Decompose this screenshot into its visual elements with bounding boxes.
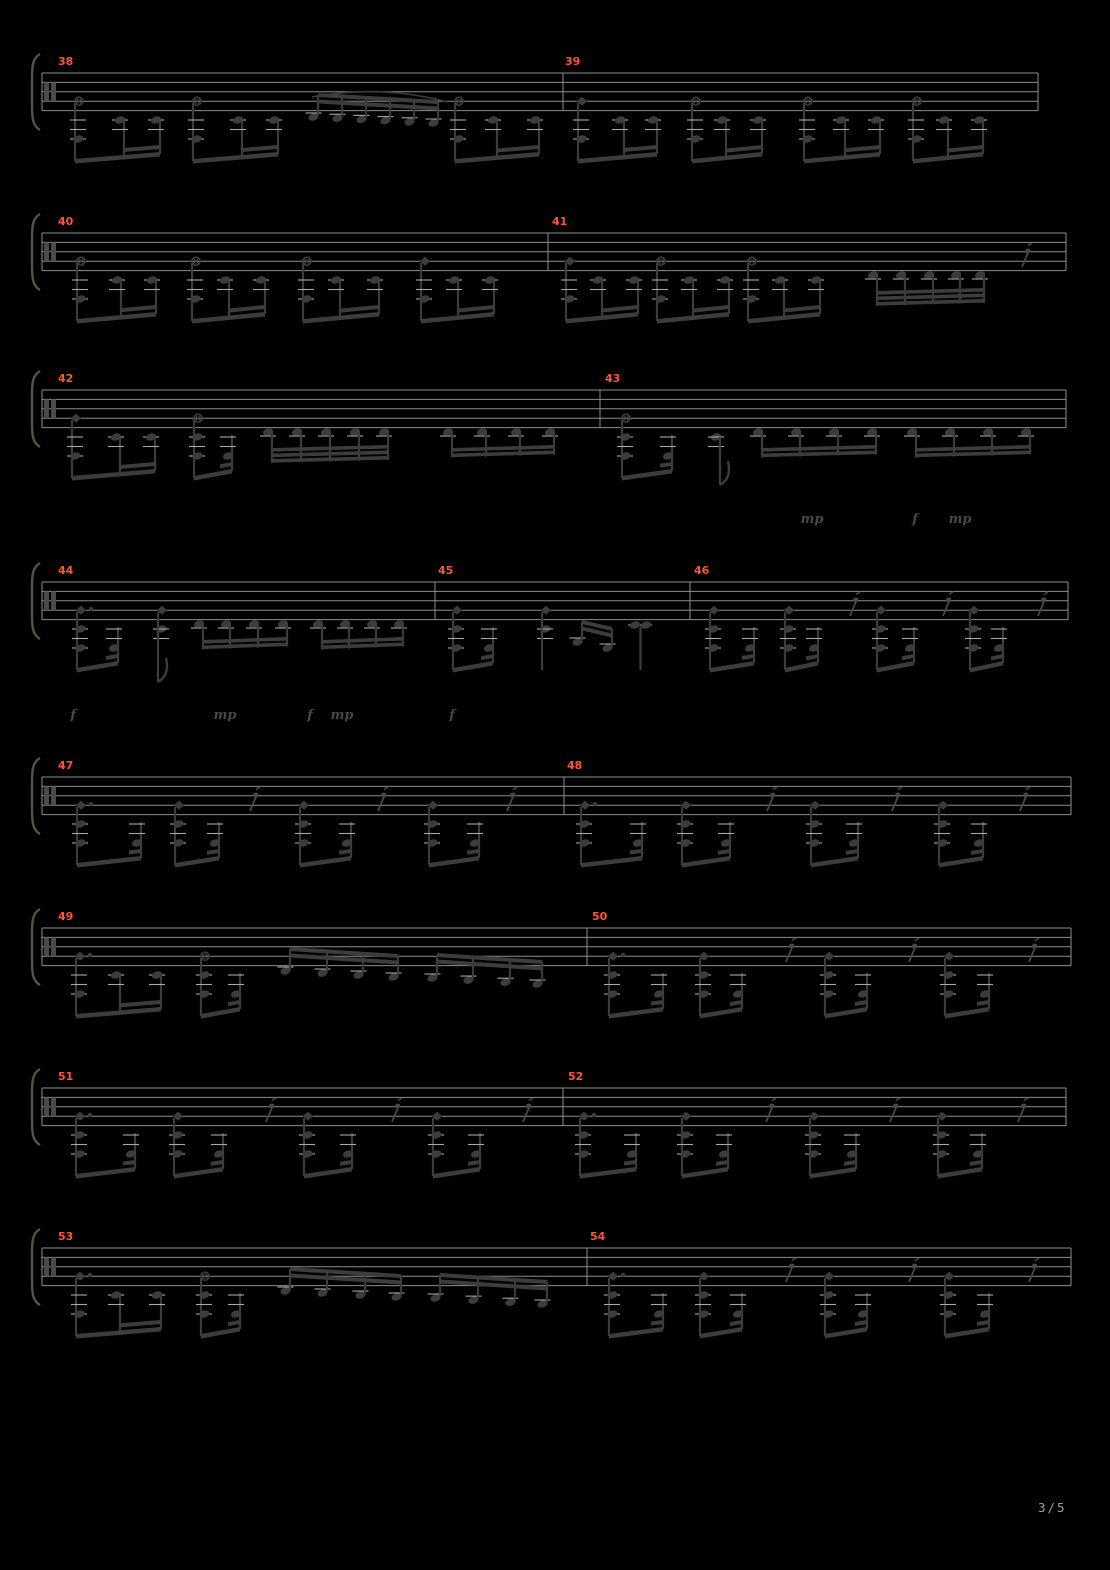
beam (106, 654, 118, 660)
beam (609, 1327, 663, 1339)
percussion-clef-icon (44, 786, 49, 805)
beam (825, 1327, 867, 1339)
beam (810, 1167, 856, 1179)
page-number: 3/5 (1038, 1500, 1067, 1515)
note-group (67, 414, 159, 481)
note-group (278, 947, 402, 982)
system-bracket-icon (32, 214, 40, 290)
percussion-clef-icon (44, 591, 49, 610)
beam (452, 445, 554, 452)
note-group (695, 1272, 746, 1339)
beam (581, 856, 642, 868)
percussion-clef-icon (51, 399, 56, 418)
beam (630, 849, 642, 854)
percussion-clef-icon (51, 1257, 56, 1276)
beam (948, 145, 983, 153)
percussion-clef-icon (44, 82, 49, 101)
beam (304, 1167, 352, 1179)
note-group (604, 1272, 667, 1339)
beam (682, 1167, 728, 1179)
beam (762, 445, 876, 452)
note-group (1022, 243, 1032, 267)
percussion-clef-icon (51, 591, 56, 610)
beam (651, 1000, 663, 1006)
note-group (780, 606, 822, 673)
eighth-flag-icon (720, 461, 729, 485)
note-group (278, 1267, 405, 1302)
note-group (934, 801, 987, 868)
beam (991, 654, 1003, 661)
beam (120, 462, 155, 469)
percussion-clef-icon (44, 1097, 49, 1116)
dynamic-marking: mp (213, 708, 237, 723)
beam (660, 462, 672, 468)
staff-system (32, 214, 1066, 324)
note-group (799, 97, 884, 163)
beam (970, 1160, 982, 1166)
note-group (933, 1112, 986, 1179)
measure-number: 45 (438, 564, 454, 577)
note-group (695, 952, 746, 1019)
note-group (576, 801, 646, 868)
percussion-clef-icon (51, 786, 56, 805)
measure-number: 43 (605, 372, 621, 385)
beam (970, 661, 1003, 673)
note-group (523, 1098, 533, 1122)
beam (730, 1000, 742, 1006)
beam (811, 856, 858, 868)
note-group (1029, 938, 1039, 962)
augmentation-dot (592, 1113, 596, 1117)
beam (72, 469, 155, 481)
note-group (872, 606, 918, 673)
beam (201, 1327, 240, 1339)
system-bracket-icon (32, 54, 40, 130)
staff-system (32, 1229, 1071, 1339)
beam (682, 856, 730, 868)
note-group (767, 787, 777, 811)
beam (916, 451, 1030, 458)
beam (877, 661, 914, 673)
beam (977, 1320, 989, 1326)
note-group (71, 1272, 165, 1339)
note-group (1018, 1098, 1028, 1122)
beam (716, 1160, 728, 1166)
beam (242, 145, 278, 152)
dynamic-marking: mp (800, 512, 824, 527)
note-group (298, 257, 383, 323)
beam (804, 152, 880, 164)
beam (877, 299, 984, 306)
measure-number: 50 (592, 910, 608, 923)
measure-number: 42 (58, 372, 74, 385)
beam (784, 305, 820, 313)
staff-system (32, 1069, 1066, 1179)
note-group (705, 606, 758, 673)
note-group (786, 938, 796, 962)
note-group (187, 257, 269, 323)
measure-number: 44 (58, 564, 74, 577)
dynamic-marking: f (449, 708, 455, 723)
beam (622, 469, 672, 481)
beam (174, 1167, 223, 1179)
note-group (72, 257, 160, 323)
note-group (786, 1258, 796, 1282)
note-group (604, 952, 667, 1019)
augmentation-dot (593, 802, 597, 806)
note-group (617, 414, 676, 480)
note-group (865, 270, 988, 306)
note-group (743, 257, 824, 323)
measure-number: 41 (552, 215, 568, 228)
note-group (561, 257, 642, 324)
augmentation-dot (88, 1113, 92, 1117)
beam (624, 1160, 636, 1166)
beam (939, 856, 983, 868)
note-group (260, 427, 392, 463)
notehead (640, 620, 652, 630)
note-group (425, 953, 546, 989)
note-group (940, 952, 993, 1019)
beam (123, 1160, 135, 1165)
system-bracket-icon (32, 909, 40, 985)
augmentation-dot (88, 1273, 92, 1277)
beam (120, 1000, 161, 1007)
note-group (72, 801, 145, 868)
measure-number: 51 (58, 1070, 74, 1083)
measure-number: 54 (590, 1230, 606, 1243)
note-group (890, 1098, 900, 1122)
note-group (378, 787, 388, 811)
note-group (677, 801, 734, 868)
note-group (904, 427, 1034, 458)
beam (844, 1160, 856, 1166)
beam (693, 305, 729, 313)
beam (877, 294, 984, 301)
note-group (169, 1112, 227, 1179)
beam (945, 1327, 989, 1339)
beam (468, 1160, 480, 1166)
note-group (450, 97, 543, 163)
beam (203, 637, 287, 644)
note-group (687, 97, 766, 163)
note-group (299, 1112, 356, 1179)
note-group (416, 257, 498, 324)
note-group (189, 414, 236, 480)
percussion-clef-icon (51, 1097, 56, 1116)
note-group (908, 97, 987, 163)
note-group (628, 620, 652, 670)
beam (207, 849, 219, 855)
note-group (820, 952, 871, 1019)
note-group (191, 619, 291, 650)
beam (77, 312, 156, 324)
note-group (805, 1112, 860, 1179)
beam (467, 849, 479, 855)
measure-number: 38 (58, 55, 74, 68)
note-group (70, 97, 164, 163)
beam (458, 305, 494, 312)
beam (228, 1000, 240, 1006)
note-group (170, 801, 223, 868)
note-group (677, 1112, 732, 1179)
beam (121, 305, 156, 312)
beam (211, 1160, 223, 1166)
beam (175, 856, 219, 868)
note-group (575, 1112, 640, 1179)
beam (938, 1167, 982, 1179)
beam (726, 145, 762, 153)
augmentation-dot (621, 953, 625, 957)
beam (710, 661, 754, 673)
note-group (1038, 592, 1048, 616)
measure-number: 39 (565, 55, 581, 68)
beam (609, 1007, 663, 1019)
note-group (573, 97, 661, 164)
beam (76, 1327, 161, 1339)
beam (916, 445, 1030, 452)
beam (77, 661, 118, 673)
augmentation-dot (88, 953, 92, 957)
percussion-clef-icon (51, 82, 56, 101)
note-group (428, 1273, 551, 1309)
note-group (72, 606, 122, 673)
system-bracket-icon (32, 758, 40, 834)
beam (700, 1327, 742, 1339)
beam (845, 145, 880, 152)
beam (742, 654, 754, 660)
system-bracket-icon (32, 371, 40, 447)
beam (229, 305, 265, 312)
note-group (1029, 1258, 1039, 1282)
beam (322, 643, 403, 650)
staff-system (32, 909, 1071, 1019)
notehead (629, 620, 641, 630)
measure-number: 47 (58, 759, 74, 772)
beam (76, 1007, 161, 1019)
percussion-clef-icon (44, 242, 49, 261)
augmentation-dot (89, 607, 93, 611)
note-group (392, 1098, 402, 1122)
beam (945, 1007, 989, 1019)
percussion-clef-icon (44, 399, 49, 418)
note-group (943, 592, 953, 616)
note-group (940, 1272, 993, 1339)
note-group (295, 801, 355, 868)
beam (785, 661, 818, 673)
measure-number: 40 (58, 215, 74, 228)
dynamic-marking: mp (330, 708, 354, 723)
beam (971, 849, 983, 855)
dynamic-marking: mp (948, 512, 972, 527)
beam (220, 462, 232, 468)
note-group (570, 620, 616, 653)
beam (194, 469, 232, 481)
beam (75, 152, 160, 164)
dynamic-marking: f (307, 708, 313, 723)
beam (129, 849, 141, 854)
beam (300, 856, 351, 868)
note-group (310, 619, 407, 650)
note-group (153, 606, 169, 682)
note-group (448, 606, 497, 673)
beam (855, 1320, 867, 1326)
measure-number: 49 (58, 910, 74, 923)
beam (340, 305, 379, 313)
beam (651, 1320, 663, 1326)
note-group (892, 787, 902, 811)
note-group (537, 606, 553, 670)
note-group (196, 952, 244, 1018)
note-group (652, 257, 733, 323)
beam (624, 145, 657, 152)
note-group (428, 1112, 484, 1179)
note-group (820, 1272, 871, 1339)
beam (730, 1320, 742, 1326)
note-group (188, 97, 282, 163)
note-group (507, 787, 517, 811)
note-group (965, 606, 1007, 673)
beam (846, 849, 858, 855)
beam (433, 1167, 480, 1179)
percussion-clef-icon (51, 937, 56, 956)
beam (429, 856, 479, 868)
beam (203, 643, 287, 650)
beam (76, 1167, 135, 1179)
staff-system (32, 371, 1066, 485)
beam (120, 1320, 161, 1327)
note-group (196, 1272, 244, 1338)
beam (453, 661, 493, 673)
beam (497, 145, 539, 153)
beam (877, 288, 984, 295)
note-group (71, 952, 165, 1019)
beam (77, 856, 141, 868)
beam (700, 1007, 742, 1019)
system-bracket-icon (32, 1069, 40, 1145)
dynamic-marking: f (912, 512, 918, 527)
note-group (766, 1098, 776, 1122)
system-bracket-icon (32, 1229, 40, 1305)
note-group (424, 801, 483, 868)
beam (806, 654, 818, 661)
beam (602, 305, 638, 313)
beam (228, 1320, 240, 1326)
percussion-clef-icon (44, 937, 49, 956)
beam (193, 152, 278, 164)
note-group (1020, 787, 1030, 811)
system-bracket-icon (32, 563, 40, 639)
augmentation-dot (621, 1273, 625, 1277)
beam (481, 654, 493, 660)
note-group (71, 1112, 139, 1179)
beam (580, 1167, 636, 1179)
note-group (909, 1258, 919, 1282)
staff-system (32, 758, 1071, 868)
beam (124, 145, 160, 152)
beam (762, 451, 876, 458)
note-group (850, 592, 860, 616)
measure-number: 52 (568, 1070, 584, 1083)
beam (452, 451, 554, 458)
note-group (266, 1098, 276, 1122)
measure-number: 46 (694, 564, 710, 577)
percussion-clef-icon (44, 1257, 49, 1276)
measure-number: 53 (58, 1230, 74, 1243)
beam (825, 1007, 867, 1019)
beam (201, 1007, 240, 1019)
beam (339, 849, 351, 855)
staff-system (32, 563, 1068, 682)
beam (855, 1000, 867, 1006)
beam (718, 849, 730, 855)
note-group (750, 427, 880, 458)
note-group (806, 801, 862, 868)
note-group (440, 427, 558, 458)
note-group (909, 938, 919, 962)
dynamic-marking: f (70, 708, 76, 723)
augmentation-dot (89, 802, 93, 806)
staff-system (32, 54, 1038, 164)
note-group (250, 787, 260, 811)
beam (977, 1000, 989, 1006)
note-group (708, 432, 729, 485)
beam (322, 637, 403, 644)
eighth-flag-icon (158, 658, 167, 682)
beam (578, 152, 657, 164)
beam (340, 1160, 352, 1166)
percussion-clef-icon (51, 242, 56, 261)
beam (902, 654, 914, 660)
measure-number: 48 (567, 759, 583, 772)
